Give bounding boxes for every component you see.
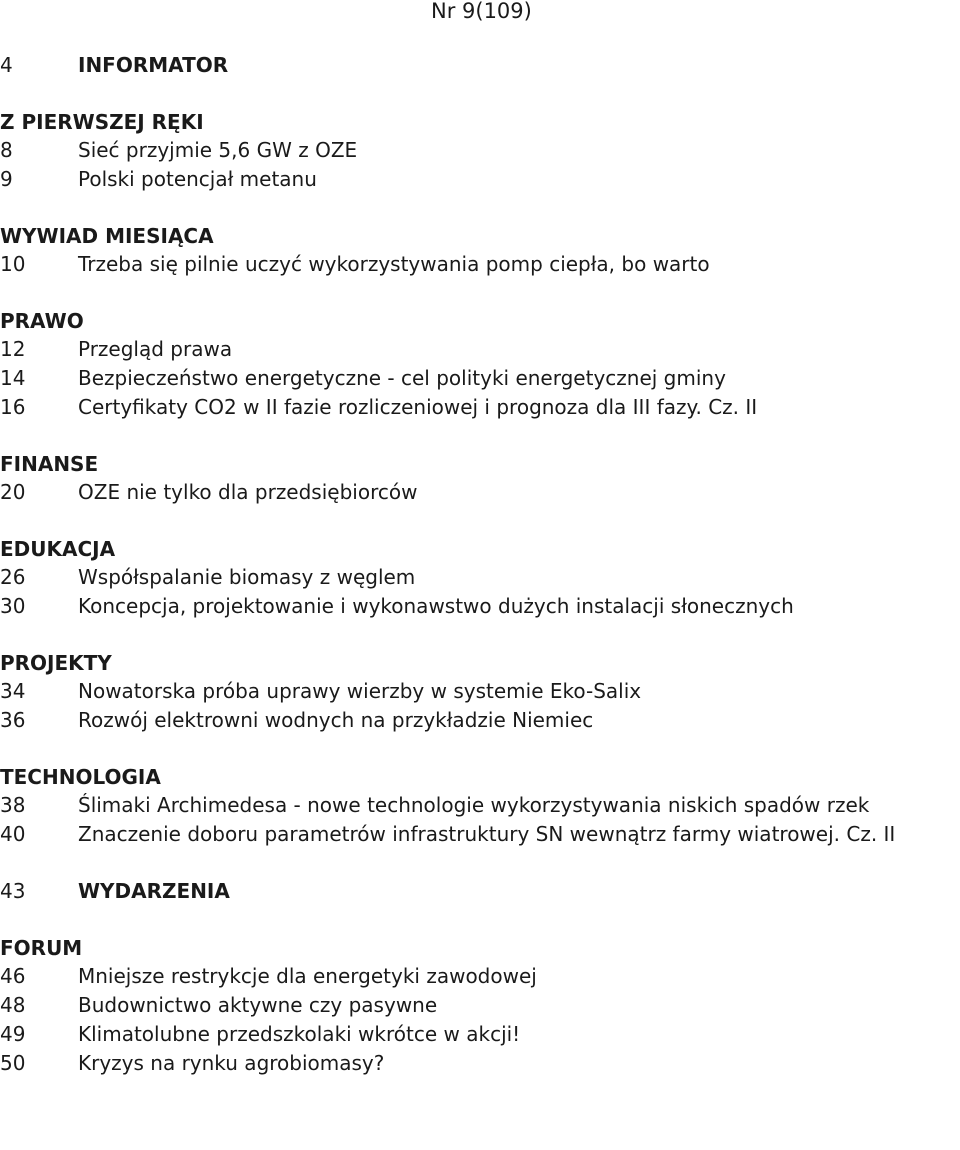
section-header: Z PIERWSZEJ RĘKI: [0, 110, 204, 134]
toc-section-informator[interactable]: [0, 51, 960, 80]
toc-entry[interactable]: [0, 1049, 960, 1078]
entry-page-number: 36: [0, 708, 26, 732]
entry-title: Współspalanie biomasy z węglem: [78, 565, 416, 589]
section-header: TECHNOLOGIA: [0, 765, 161, 789]
entry-title: Nowatorska próba uprawy wierzby w systemie Eko-Salix: [78, 679, 642, 703]
toc-entry[interactable]: [0, 250, 960, 279]
section-page-number: 4: [0, 53, 13, 77]
entry-title: Trzeba się pilnie uczyć wykorzystywania pomp ciepła, bo warto: [78, 252, 710, 276]
section-header: FORUM: [0, 936, 83, 960]
section-page-number: 43: [0, 879, 26, 903]
table-of-contents: [0, 51, 960, 1078]
entry-page-number: 16: [0, 395, 26, 419]
section-header: EDUKACJA: [0, 537, 116, 561]
entry-title: Klimatolubne przedszkolaki wkrótce w akcji!: [78, 1022, 521, 1046]
entry-page-number: 50: [0, 1051, 26, 1075]
entry-title: Przegląd prawa: [78, 337, 233, 361]
entry-title: Rozwój elektrowni wodnych na przykładzie Niemiec: [78, 708, 594, 732]
entry-title: Znaczenie doboru parametrów infrastruktury SN wewnątrz farmy wiatrowej. Cz. II: [78, 822, 896, 846]
toc-entry[interactable]: [0, 706, 960, 735]
entry-page-number: 10: [0, 252, 26, 276]
entry-title: OZE nie tylko dla przedsiębiorców: [78, 480, 418, 504]
toc-entry[interactable]: [0, 820, 960, 849]
entry-title: Mniejsze restrykcje dla energetyki zawodowej: [78, 964, 537, 988]
toc-entry[interactable]: [0, 136, 960, 165]
entry-title: Bezpieczeństwo energetyczne - cel polityki energetycznej gminy: [78, 366, 726, 390]
toc-section-wydarzenia[interactable]: [0, 877, 960, 906]
toc-entry[interactable]: [0, 563, 960, 592]
entry-title: Certyfikaty CO2 w II fazie rozliczeniowej i prognoza dla III fazy. Cz. II: [78, 395, 758, 419]
section-header: PRAWO: [0, 309, 84, 333]
entry-page-number: 49: [0, 1022, 26, 1046]
entry-title: Sieć przyjmie 5,6 GW z OZE: [78, 138, 358, 162]
section-header: PROJEKTY: [0, 651, 112, 675]
toc-entry[interactable]: [0, 791, 960, 820]
entry-page-number: 20: [0, 480, 26, 504]
section-title: INFORMATOR: [78, 53, 229, 77]
toc-entry[interactable]: [0, 677, 960, 706]
toc-entry[interactable]: [0, 393, 960, 422]
entry-title: Koncepcja, projektowanie i wykonawstwo dużych instalacji słonecznych: [78, 594, 794, 618]
entry-title: Ślimaki Archimedesa - nowe technologie wykorzystywania niskich spadów rzek: [78, 793, 870, 817]
toc-entry[interactable]: [0, 335, 960, 364]
section-header: WYWIAD MIESIĄCA: [0, 224, 214, 248]
entry-title: Polski potencjał metanu: [78, 167, 317, 191]
entry-page-number: 26: [0, 565, 26, 589]
issue-number: Nr 9(109): [431, 0, 532, 23]
entry-page-number: 34: [0, 679, 26, 703]
toc-entry[interactable]: [0, 364, 960, 393]
entry-page-number: 38: [0, 793, 26, 817]
entry-title: Kryzys na rynku agrobiomasy?: [78, 1051, 385, 1075]
toc-entry[interactable]: [0, 478, 960, 507]
toc-entry[interactable]: [0, 165, 960, 194]
entry-title: Budownictwo aktywne czy pasywne: [78, 993, 438, 1017]
entry-page-number: 30: [0, 594, 26, 618]
section-header: FINANSE: [0, 452, 99, 476]
toc-entry[interactable]: [0, 991, 960, 1020]
entry-page-number: 9: [0, 167, 13, 191]
entry-page-number: 46: [0, 964, 26, 988]
entry-page-number: 8: [0, 138, 13, 162]
toc-entry[interactable]: [0, 1020, 960, 1049]
toc-entry[interactable]: [0, 962, 960, 991]
section-title: WYDARZENIA: [78, 879, 230, 903]
entry-page-number: 48: [0, 993, 26, 1017]
entry-page-number: 40: [0, 822, 26, 846]
entry-page-number: 14: [0, 366, 26, 390]
entry-page-number: 12: [0, 337, 26, 361]
toc-entry[interactable]: [0, 592, 960, 621]
